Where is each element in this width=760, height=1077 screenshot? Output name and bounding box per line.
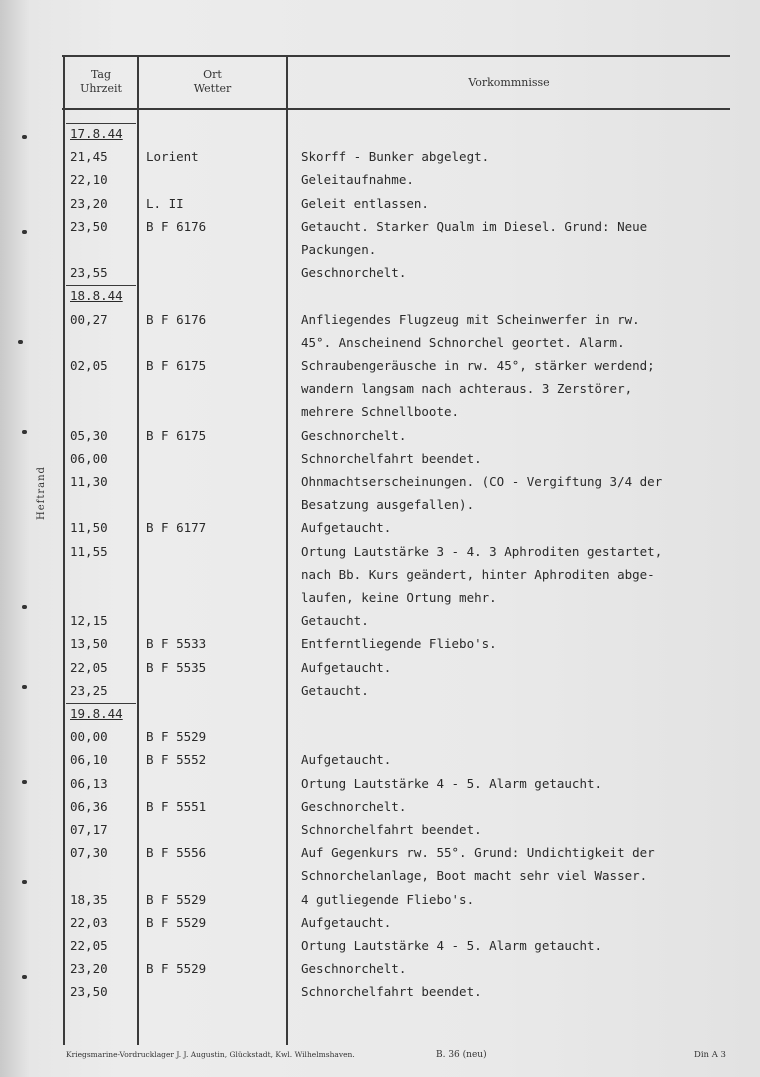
event-cell: Getaucht. Starker Qualm im Diesel. Grund: Neue (301, 218, 648, 234)
time-cell: 23,25 (70, 682, 108, 698)
log-row (0, 516, 760, 539)
date-label: 19.8.44 (70, 706, 123, 721)
location-cell: B F 6175 (146, 427, 207, 443)
event-cell: Geschnorchelt. (301, 798, 407, 814)
log-row (0, 586, 760, 609)
log-row (0, 192, 760, 215)
log-row (0, 656, 760, 679)
log-row (0, 980, 760, 1003)
log-row (0, 424, 760, 447)
event-cell: Ortung Lautstärke 4 - 5. Alarm getaucht. (301, 775, 603, 791)
header-day-time: Tag Uhrzeit (80, 68, 122, 95)
event-cell: Aufgetaucht. (301, 752, 392, 768)
time-cell: 22,03 (70, 914, 108, 930)
time-cell: 22,10 (70, 172, 108, 188)
log-row (0, 864, 760, 887)
log-row (0, 563, 760, 586)
location-cell: B F 5535 (146, 659, 207, 675)
log-row (0, 934, 760, 957)
time-cell: 06,10 (70, 752, 108, 768)
log-row (0, 795, 760, 818)
event-cell: Geschnorchelt. (301, 427, 407, 443)
location-cell: B F 5529 (146, 891, 207, 907)
time-cell: 06,36 (70, 798, 108, 814)
event-cell: 4 gutliegende Fliebo's. (301, 891, 475, 907)
event-cell: Ohnmachtserscheinungen. (CO - Vergiftung 3/4 der (301, 474, 663, 489)
event-cell: Getaucht. (301, 682, 369, 698)
log-row (0, 632, 760, 655)
date-separator (66, 123, 136, 124)
location-cell: B F 5556 (146, 845, 207, 861)
time-cell: 05,30 (70, 427, 108, 443)
log-row (0, 725, 760, 748)
event-cell: Aufgetaucht. (301, 520, 392, 536)
location-cell: B F 5529 (146, 729, 207, 745)
event-cell: Geleit entlassen. (301, 195, 429, 211)
date-separator (66, 285, 136, 286)
time-cell: 23,50 (70, 218, 108, 234)
event-cell: Ortung Lautstärke 3 - 4. 3 Aphroditen gestartet, (301, 543, 663, 559)
event-cell: Schnorchelfahrt beendet. (301, 822, 482, 837)
event-cell: Geschnorchelt. (301, 961, 407, 977)
date-row (0, 702, 760, 725)
event-cell: Aufgetaucht. (301, 659, 392, 675)
location-cell: B F 5529 (146, 961, 207, 977)
event-cell: nach Bb. Kurs geändert, hinter Aphroditen abge- (301, 566, 655, 582)
event-cell: Schnorchelfahrt beendet. (301, 450, 482, 466)
event-cell: Schnorchelfahrt beendet. (301, 984, 482, 1000)
location-cell: B F 6177 (146, 520, 207, 536)
location-cell: B F 5529 (146, 914, 207, 930)
log-row (0, 493, 760, 516)
margin-label: Heftrand (36, 466, 47, 520)
event-cell: 45°. Anscheinend Schnorchel geortet. Alarm. (301, 334, 625, 350)
date-row (0, 284, 760, 307)
time-cell: 13,50 (70, 636, 108, 652)
log-row (0, 772, 760, 795)
log-row (0, 679, 760, 702)
log-row (0, 818, 760, 841)
location-cell: B F 5552 (146, 752, 207, 768)
date-row (0, 122, 760, 145)
log-row (0, 354, 760, 377)
log-row (0, 888, 760, 911)
footer-printer: Kriegsmarine-Vordrucklager J. J. Augustin, Glückstadt, Kwl. Wilhelmshaven. (66, 1050, 355, 1059)
location-cell: B F 5533 (146, 636, 207, 652)
date-label: 17.8.44 (70, 126, 123, 141)
log-row (0, 168, 760, 191)
time-cell: 23,50 (70, 984, 108, 1000)
log-row (0, 145, 760, 168)
time-cell: 12,15 (70, 613, 108, 629)
location-cell: B F 6176 (146, 311, 207, 327)
log-row (0, 447, 760, 470)
event-cell: laufen, keine Ortung mehr. (301, 590, 497, 605)
log-row (0, 911, 760, 934)
time-cell: 23,20 (70, 961, 108, 977)
table-top-border (62, 55, 730, 57)
time-cell: 06,00 (70, 450, 108, 466)
location-cell: L. II (146, 195, 184, 211)
event-cell: Getaucht. (301, 613, 369, 629)
log-row (0, 261, 760, 284)
event-cell: Packungen. (301, 242, 377, 257)
event-cell: wandern langsam nach achteraus. 3 Zerstörer, (301, 381, 633, 397)
log-row (0, 748, 760, 771)
time-cell: 06,13 (70, 775, 108, 791)
location-cell: B F 6176 (146, 218, 207, 234)
event-cell: Anfliegendes Flugzeug mit Scheinwerfer in rw. (301, 311, 640, 327)
event-cell: Geleitaufnahme. (301, 172, 414, 188)
event-cell: mehrere Schnellboote. (301, 404, 460, 420)
time-cell: 11,30 (70, 474, 108, 489)
date-label: 18.8.44 (70, 288, 123, 304)
event-cell: Skorff - Bunker abgelegt. (301, 149, 490, 165)
event-cell: Entferntliegende Fliebo's. (301, 636, 497, 652)
time-cell: 18,35 (70, 891, 108, 907)
log-row (0, 609, 760, 632)
log-row (0, 540, 760, 563)
log-row (0, 215, 760, 238)
time-cell: 21,45 (70, 149, 108, 165)
date-separator (66, 703, 136, 704)
event-cell: Schnorchelanlage, Boot macht sehr viel Wasser. (301, 868, 648, 884)
time-cell: 22,05 (70, 938, 108, 953)
header-location-weather: Ort Wetter (193, 68, 232, 95)
footer-form-number: B. 36 (neu) (436, 1050, 487, 1060)
location-cell: Lorient (146, 149, 199, 165)
log-row (0, 400, 760, 423)
event-cell: Aufgetaucht. (301, 914, 392, 930)
time-cell: 00,27 (70, 311, 108, 327)
log-row (0, 308, 760, 331)
event-cell: Schraubengeräusche in rw. 45°, stärker werdend; (301, 358, 655, 373)
header-bottom-border (62, 108, 730, 110)
time-cell: 00,00 (70, 729, 108, 745)
log-row (0, 470, 760, 493)
time-cell: 23,20 (70, 195, 108, 211)
time-cell: 07,30 (70, 845, 108, 861)
time-cell: 23,55 (70, 265, 108, 281)
log-row (0, 238, 760, 261)
log-row (0, 957, 760, 980)
time-cell: 11,55 (70, 543, 108, 559)
event-cell: Geschnorchelt. (301, 265, 407, 281)
event-cell: Ortung Lautstärke 4 - 5. Alarm getaucht. (301, 938, 603, 953)
time-cell: 22,05 (70, 659, 108, 675)
time-cell: 11,50 (70, 520, 108, 536)
log-row (0, 377, 760, 400)
log-row (0, 841, 760, 864)
location-cell: B F 6175 (146, 358, 207, 373)
location-cell: B F 5551 (146, 798, 207, 814)
time-cell: 07,17 (70, 822, 108, 837)
log-row (0, 331, 760, 354)
event-cell: Auf Gegenkurs rw. 55°. Grund: Undichtigkeit der (301, 845, 655, 861)
footer-paper-size: Din A 3 (694, 1050, 726, 1060)
header-events: Vorkommnisse (468, 76, 550, 89)
event-cell: Besatzung ausgefallen). (301, 497, 475, 513)
time-cell: 02,05 (70, 358, 108, 373)
